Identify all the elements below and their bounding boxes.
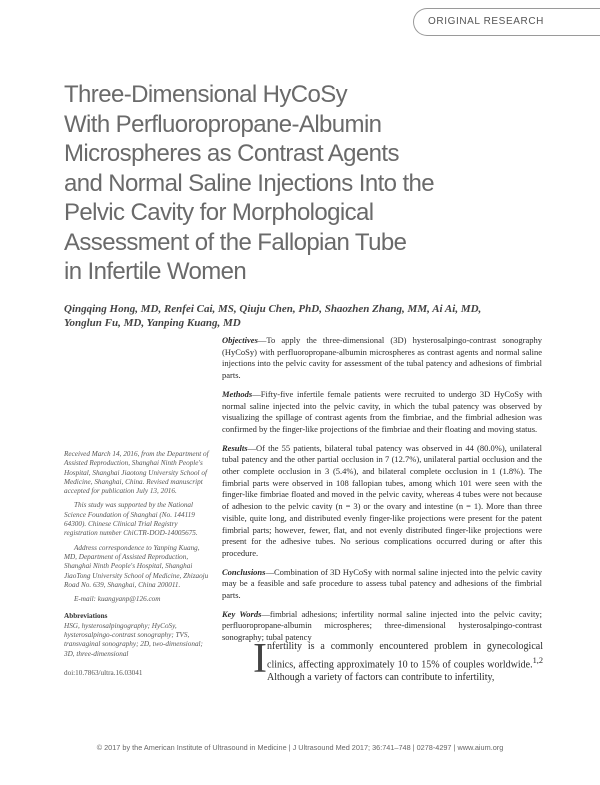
abbreviations-heading: Abbreviations (64, 612, 108, 621)
abstract-keywords (222, 609, 542, 644)
title-line: Pelvic Cavity for Morphological (64, 199, 374, 226)
doi: doi:10.7863/ultra.16.03041 (64, 668, 143, 677)
objectives-label: Objectives (222, 335, 258, 345)
keywords-label: Key Words (222, 608, 262, 619)
author-list (64, 302, 564, 330)
conclusions-label: Conclusions (222, 566, 266, 577)
article-title (64, 80, 544, 287)
intro-text-end: Although a variety of factors can contribute to infertility, (267, 672, 495, 684)
conclusions-text: —Combination of 3D HyCoSy with normal saline injected into the pelvic cavity may be a feasible and safe procedure to assess tubal patency and adhesions of the fimbrial parts. (222, 566, 542, 601)
intro-text-start: nfertility is a commonly encountered problem in gynecological clinics, affecting approximately 10 to 15% of couples worldwide. (267, 641, 543, 670)
methods-text: —Fifty-five infertile female patients were recruited to undergo 3D HyCoSy with normal saline injected into the pelvic cavity, in which the tubal patency was observed by visualizing the spillage of contrast agents from the fimbriae, and the fimbrial adhesion was confirmed by the finger-like projections of the fimbriae and their floating and moving status. (222, 388, 542, 434)
citation: 1,2 (532, 655, 543, 665)
funding-note: This study was supported by the National Science Foundation of Shanghai (No. 144119 64300). Chinese Clinical Trial Registry registration number ChiCTR-DOD-14005675. (64, 501, 198, 538)
drop-cap: I (253, 636, 267, 682)
author-line: Qingqing Hong, MD, Renfei Cai, MS, Qiuju Chen, PhD, Shaozhen Zhang, MM, Ai Ai, MD, (64, 303, 482, 315)
title-line: in Infertile Women (64, 258, 247, 285)
abstract-methods (222, 389, 542, 436)
abstract-conclusions (222, 567, 542, 602)
intro-paragraph (253, 636, 543, 685)
abstract-objectives (222, 335, 542, 382)
introduction (253, 636, 543, 685)
title-line: Assessment of the Fallopian Tube (64, 228, 407, 256)
email-note: E-mail: kuangyanp@126.com (74, 595, 161, 604)
results-text: —Of the 55 patients, bilateral tubal patency was observed in 44 (80.0%), unilateral tubal patency and the other partial occlusion in 7 (12.7%), unilateral partial occlusion and the other complete occlusion in 3 (5.4%), and bilateral complete occlusion in 1 (1.8%). The fimbrial parts were observed in 108 fallopian tubes, among which 101 were seen with the finger-like fimbriae floated and moved in the pelvic cavity, whereas 4 tubes were not because of adhesion to the pelvic cavity (n = 3) or the ovary and intestine (n = 1). More than three visible, quite long, and distributed evenly finger-like projections were present for the patent fimbrial parts; however, fewer, flat, and not evenly distributed finger-like projections were present for the adhesive tubes. No serious complications occurred during or after this procedure. (222, 442, 542, 558)
methods-label: Methods (222, 388, 253, 399)
results-label: Results (222, 442, 248, 453)
title-line: Three-Dimensional HyCoSy (64, 81, 348, 108)
article-sidebar (64, 450, 210, 678)
abstract (222, 335, 542, 651)
section-label: ORIGINAL RESEARCH (428, 16, 544, 27)
page-footer: © 2017 by the American Institute of Ultrasound in Medicine | J Ultrasound Med 2017; 36:741–748 | 0278-4297 | www.aium.org (96, 743, 504, 752)
abbreviations-list: HSG, hysterosalpingography; HyCoSy, hysterosalpingo-contrast sonography; TVS, transvaginal sonography; 2D, two-dimensional; 3D, three-dimensional (64, 621, 203, 658)
received-note: Received March 14, 2016, from the Department of Assisted Reproduction, Shanghai Ninth People's Hospital, Shanghai Jiaotong University School of Medicine, Shanghai, China. Revised manuscript accepted for publication July 13, 2016. (64, 450, 209, 496)
abstract-results (222, 443, 542, 560)
title-line: and Normal Saline Injections Into the (64, 169, 435, 197)
keywords-text: —fimbrial adhesions; infertility normal saline injected into the pelvic cavity; perfluoropropane-albumin microspheres; three-dimensional hysterosalpingo-contrast sonography; tubal patency (222, 608, 542, 643)
section-tab (413, 8, 600, 36)
correspondence-note: Address correspondence to Yanping Kuang, MD, Department of Assisted Reproduction, Shanghai Ninth People's Hospital, Shanghai JiaoTong University School of Medicine, Zhizaoju Road No. 639, Shanghai, China 200011. (64, 543, 209, 589)
title-line: With Perfluoropropane-Albumin (64, 110, 382, 138)
title-line: Microspheres as Contrast Agents (64, 140, 399, 167)
author-line: Yonglun Fu, MD, Yanping Kuang, MD (64, 317, 241, 329)
objectives-text: —To apply the three-dimensional (3D) hysterosalpingo-contrast sonography (HyCoSy) with perfluoropropane-albumin microspheres as contrast agents and normal saline injections into the pelvic cavity for assessment of the tubal patency and adhesions of fimbrial parts. (222, 335, 542, 381)
